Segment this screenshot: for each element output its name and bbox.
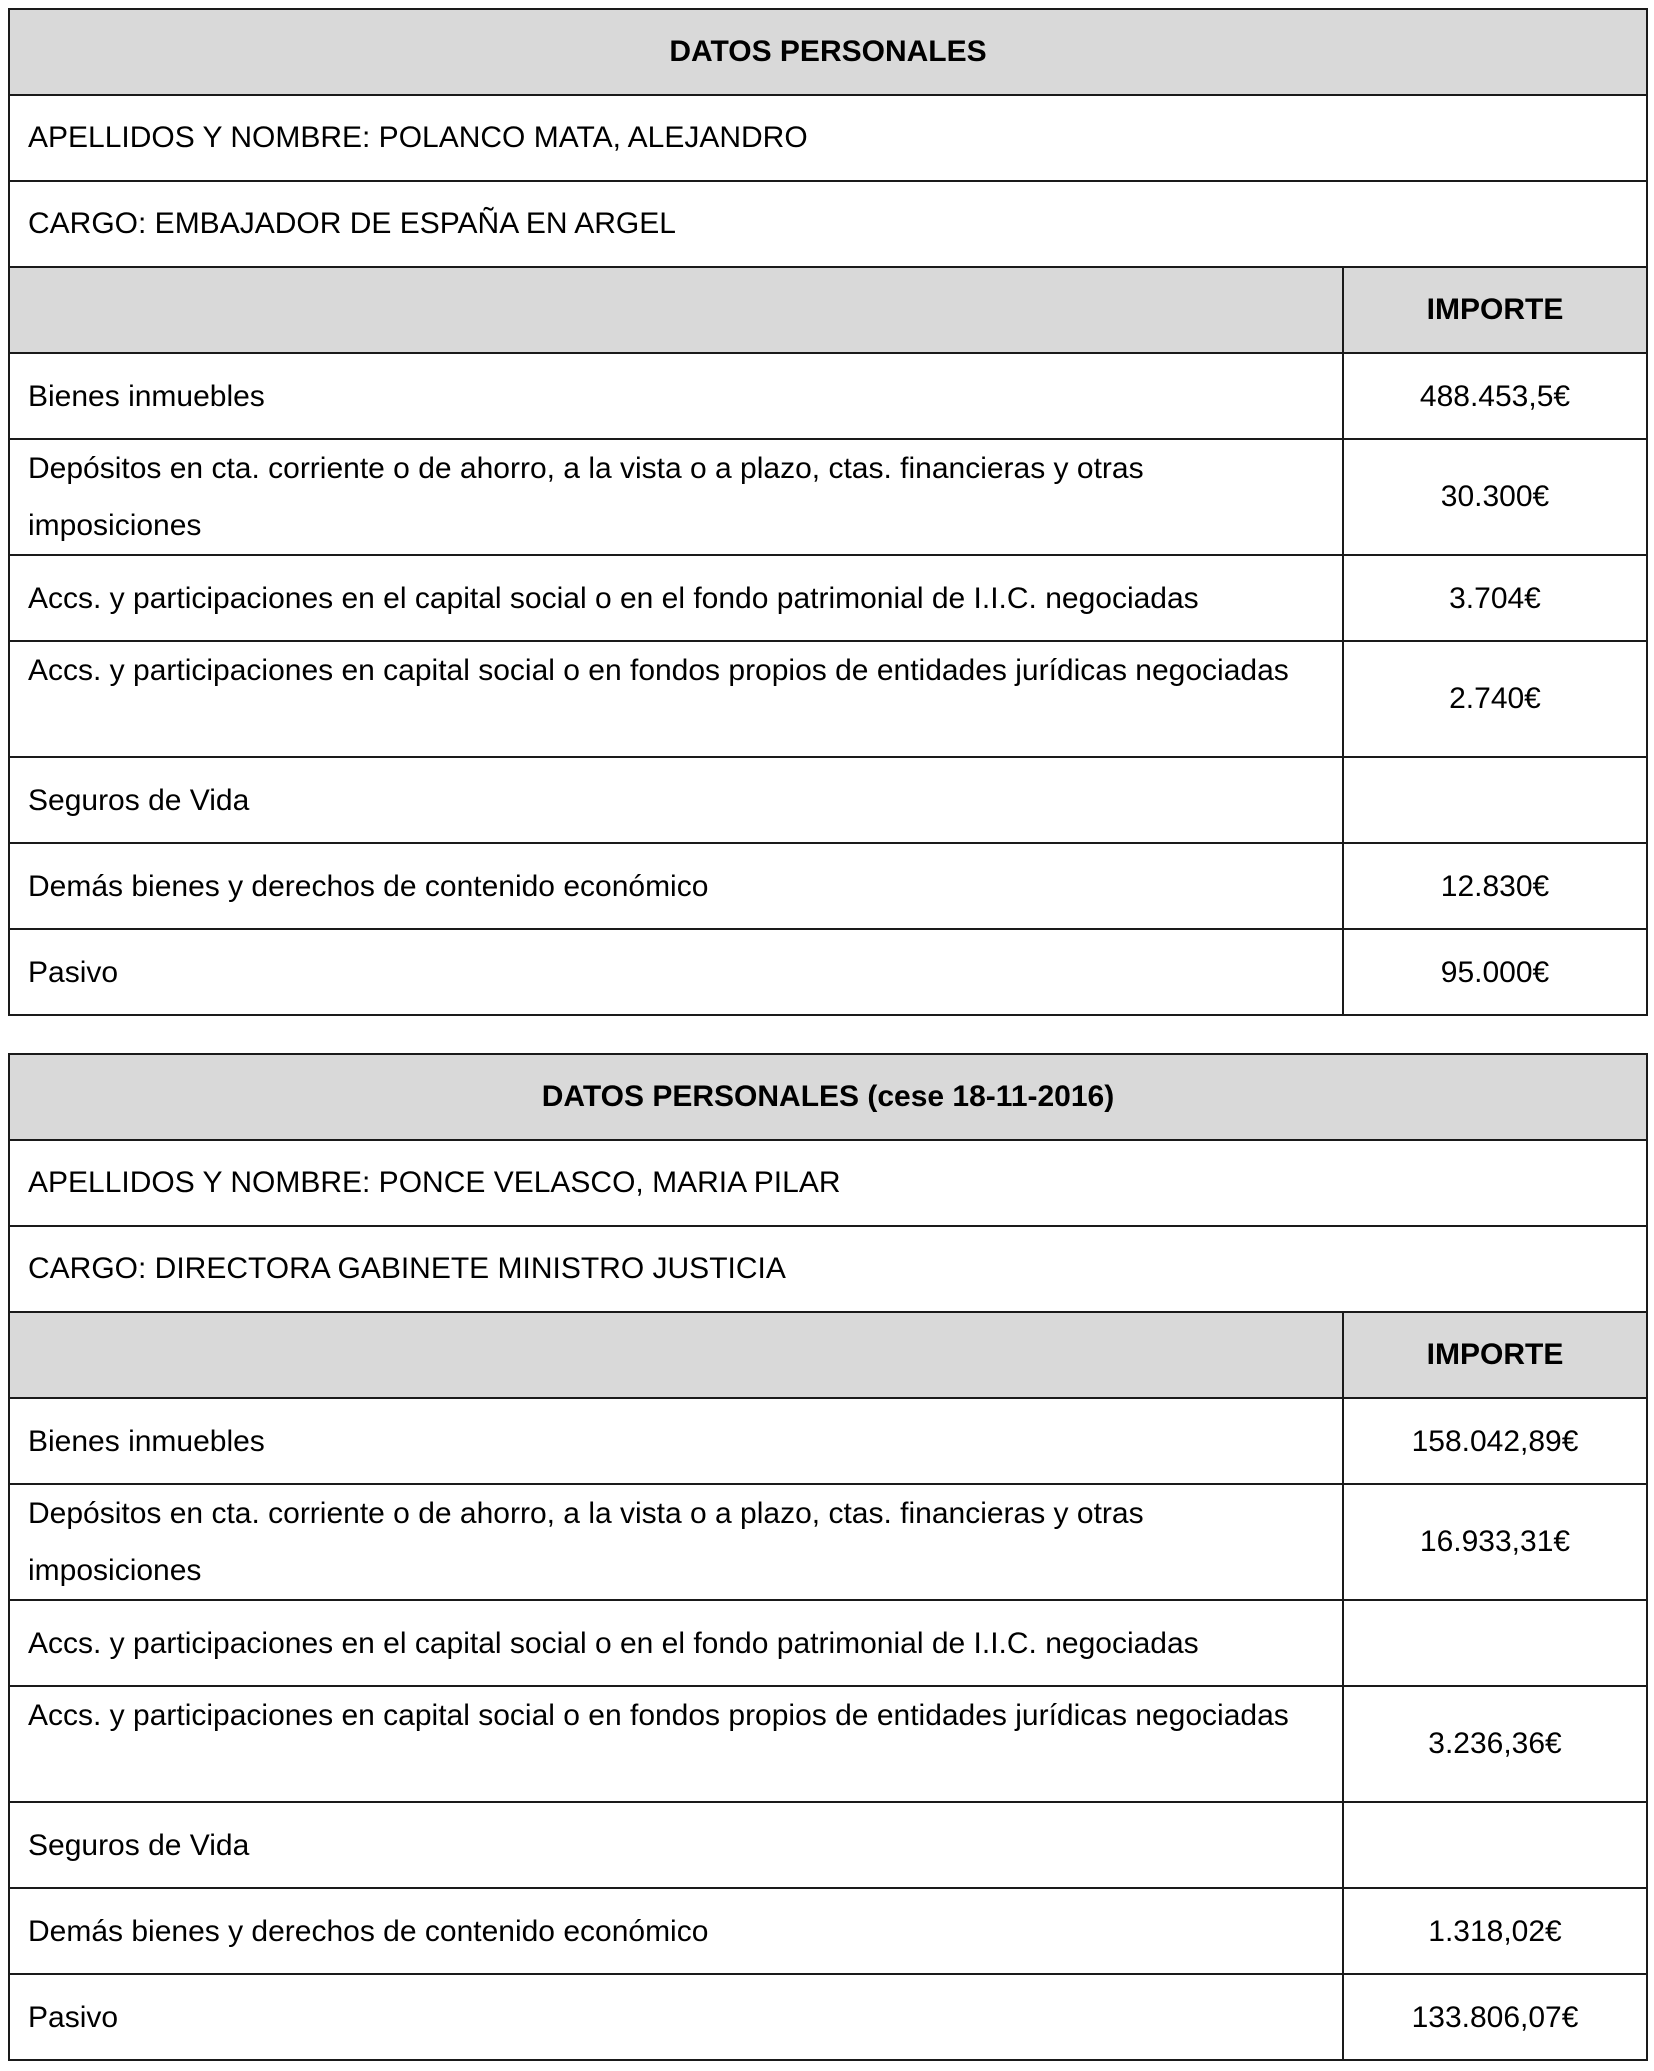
cargo-row [9, 181, 1647, 267]
concept-column-header [9, 267, 1343, 353]
row-amount: 3.704€ [1343, 555, 1647, 641]
table-row [9, 757, 1647, 843]
table-row [9, 1600, 1647, 1686]
cargo-line: CARGO: EMBAJADOR DE ESPAÑA EN ARGEL [9, 181, 1647, 267]
row-label: Accs. y participaciones en el capital social o en el fondo patrimonial de I.I.C. negociadas [9, 1600, 1343, 1686]
declaration-table-1 [8, 8, 1648, 1016]
row-label: Bienes inmuebles [9, 1398, 1343, 1484]
row-label: Depósitos en cta. corriente o de ahorro, a la vista o a plazo, ctas. financieras y otras imposiciones [9, 1484, 1343, 1600]
row-label: Accs. y participaciones en capital social o en fondos propios de entidades jurídicas negociadas [9, 1686, 1343, 1802]
table-row [9, 555, 1647, 641]
row-label: Accs. y participaciones en el capital social o en el fondo patrimonial de I.I.C. negociadas [9, 555, 1343, 641]
importe-column-header: IMPORTE [1343, 1312, 1647, 1398]
row-amount [1343, 1600, 1647, 1686]
name-row [9, 95, 1647, 181]
row-amount: 3.236,36€ [1343, 1686, 1647, 1802]
column-header-row [9, 1312, 1647, 1398]
column-header-row [9, 267, 1647, 353]
row-label: Seguros de Vida [9, 1802, 1343, 1888]
row-label: Pasivo [9, 1974, 1343, 2060]
importe-column-header: IMPORTE [1343, 267, 1647, 353]
table-row [9, 1398, 1647, 1484]
cargo-row [9, 1226, 1647, 1312]
table-row [9, 353, 1647, 439]
table-row [9, 929, 1647, 1015]
table-row [9, 1484, 1647, 1600]
row-label: Seguros de Vida [9, 757, 1343, 843]
row-amount: 488.453,5€ [1343, 353, 1647, 439]
row-label: Bienes inmuebles [9, 353, 1343, 439]
row-amount [1343, 757, 1647, 843]
row-label: Demás bienes y derechos de contenido económico [9, 1888, 1343, 1974]
table-row [9, 439, 1647, 555]
table-row [9, 1974, 1647, 2060]
row-amount: 158.042,89€ [1343, 1398, 1647, 1484]
row-amount: 2.740€ [1343, 641, 1647, 757]
row-amount: 133.806,07€ [1343, 1974, 1647, 2060]
row-amount: 95.000€ [1343, 929, 1647, 1015]
section-title: DATOS PERSONALES [9, 9, 1647, 95]
concept-column-header [9, 1312, 1343, 1398]
row-amount [1343, 1802, 1647, 1888]
table-header-row [9, 9, 1647, 95]
row-label: Pasivo [9, 929, 1343, 1015]
row-label: Demás bienes y derechos de contenido económico [9, 843, 1343, 929]
table-row [9, 1686, 1647, 1802]
row-amount: 30.300€ [1343, 439, 1647, 555]
table-row [9, 1888, 1647, 1974]
row-amount: 1.318,02€ [1343, 1888, 1647, 1974]
table-header-row [9, 1054, 1647, 1140]
table-row [9, 641, 1647, 757]
name-line: APELLIDOS Y NOMBRE: POLANCO MATA, ALEJANDRO [9, 95, 1647, 181]
section-title: DATOS PERSONALES (cese 18-11-2016) [9, 1054, 1647, 1140]
cargo-line: CARGO: DIRECTORA GABINETE MINISTRO JUSTICIA [9, 1226, 1647, 1312]
name-row [9, 1140, 1647, 1226]
table-row [9, 843, 1647, 929]
row-label: Accs. y participaciones en capital social o en fondos propios de entidades jurídicas negociadas [9, 641, 1343, 757]
row-label: Depósitos en cta. corriente o de ahorro, a la vista o a plazo, ctas. financieras y otras imposiciones [9, 439, 1343, 555]
table-row [9, 1802, 1647, 1888]
name-line: APELLIDOS Y NOMBRE: PONCE VELASCO, MARIA PILAR [9, 1140, 1647, 1226]
row-amount: 16.933,31€ [1343, 1484, 1647, 1600]
row-amount: 12.830€ [1343, 843, 1647, 929]
declaration-table-2 [8, 1053, 1648, 2061]
